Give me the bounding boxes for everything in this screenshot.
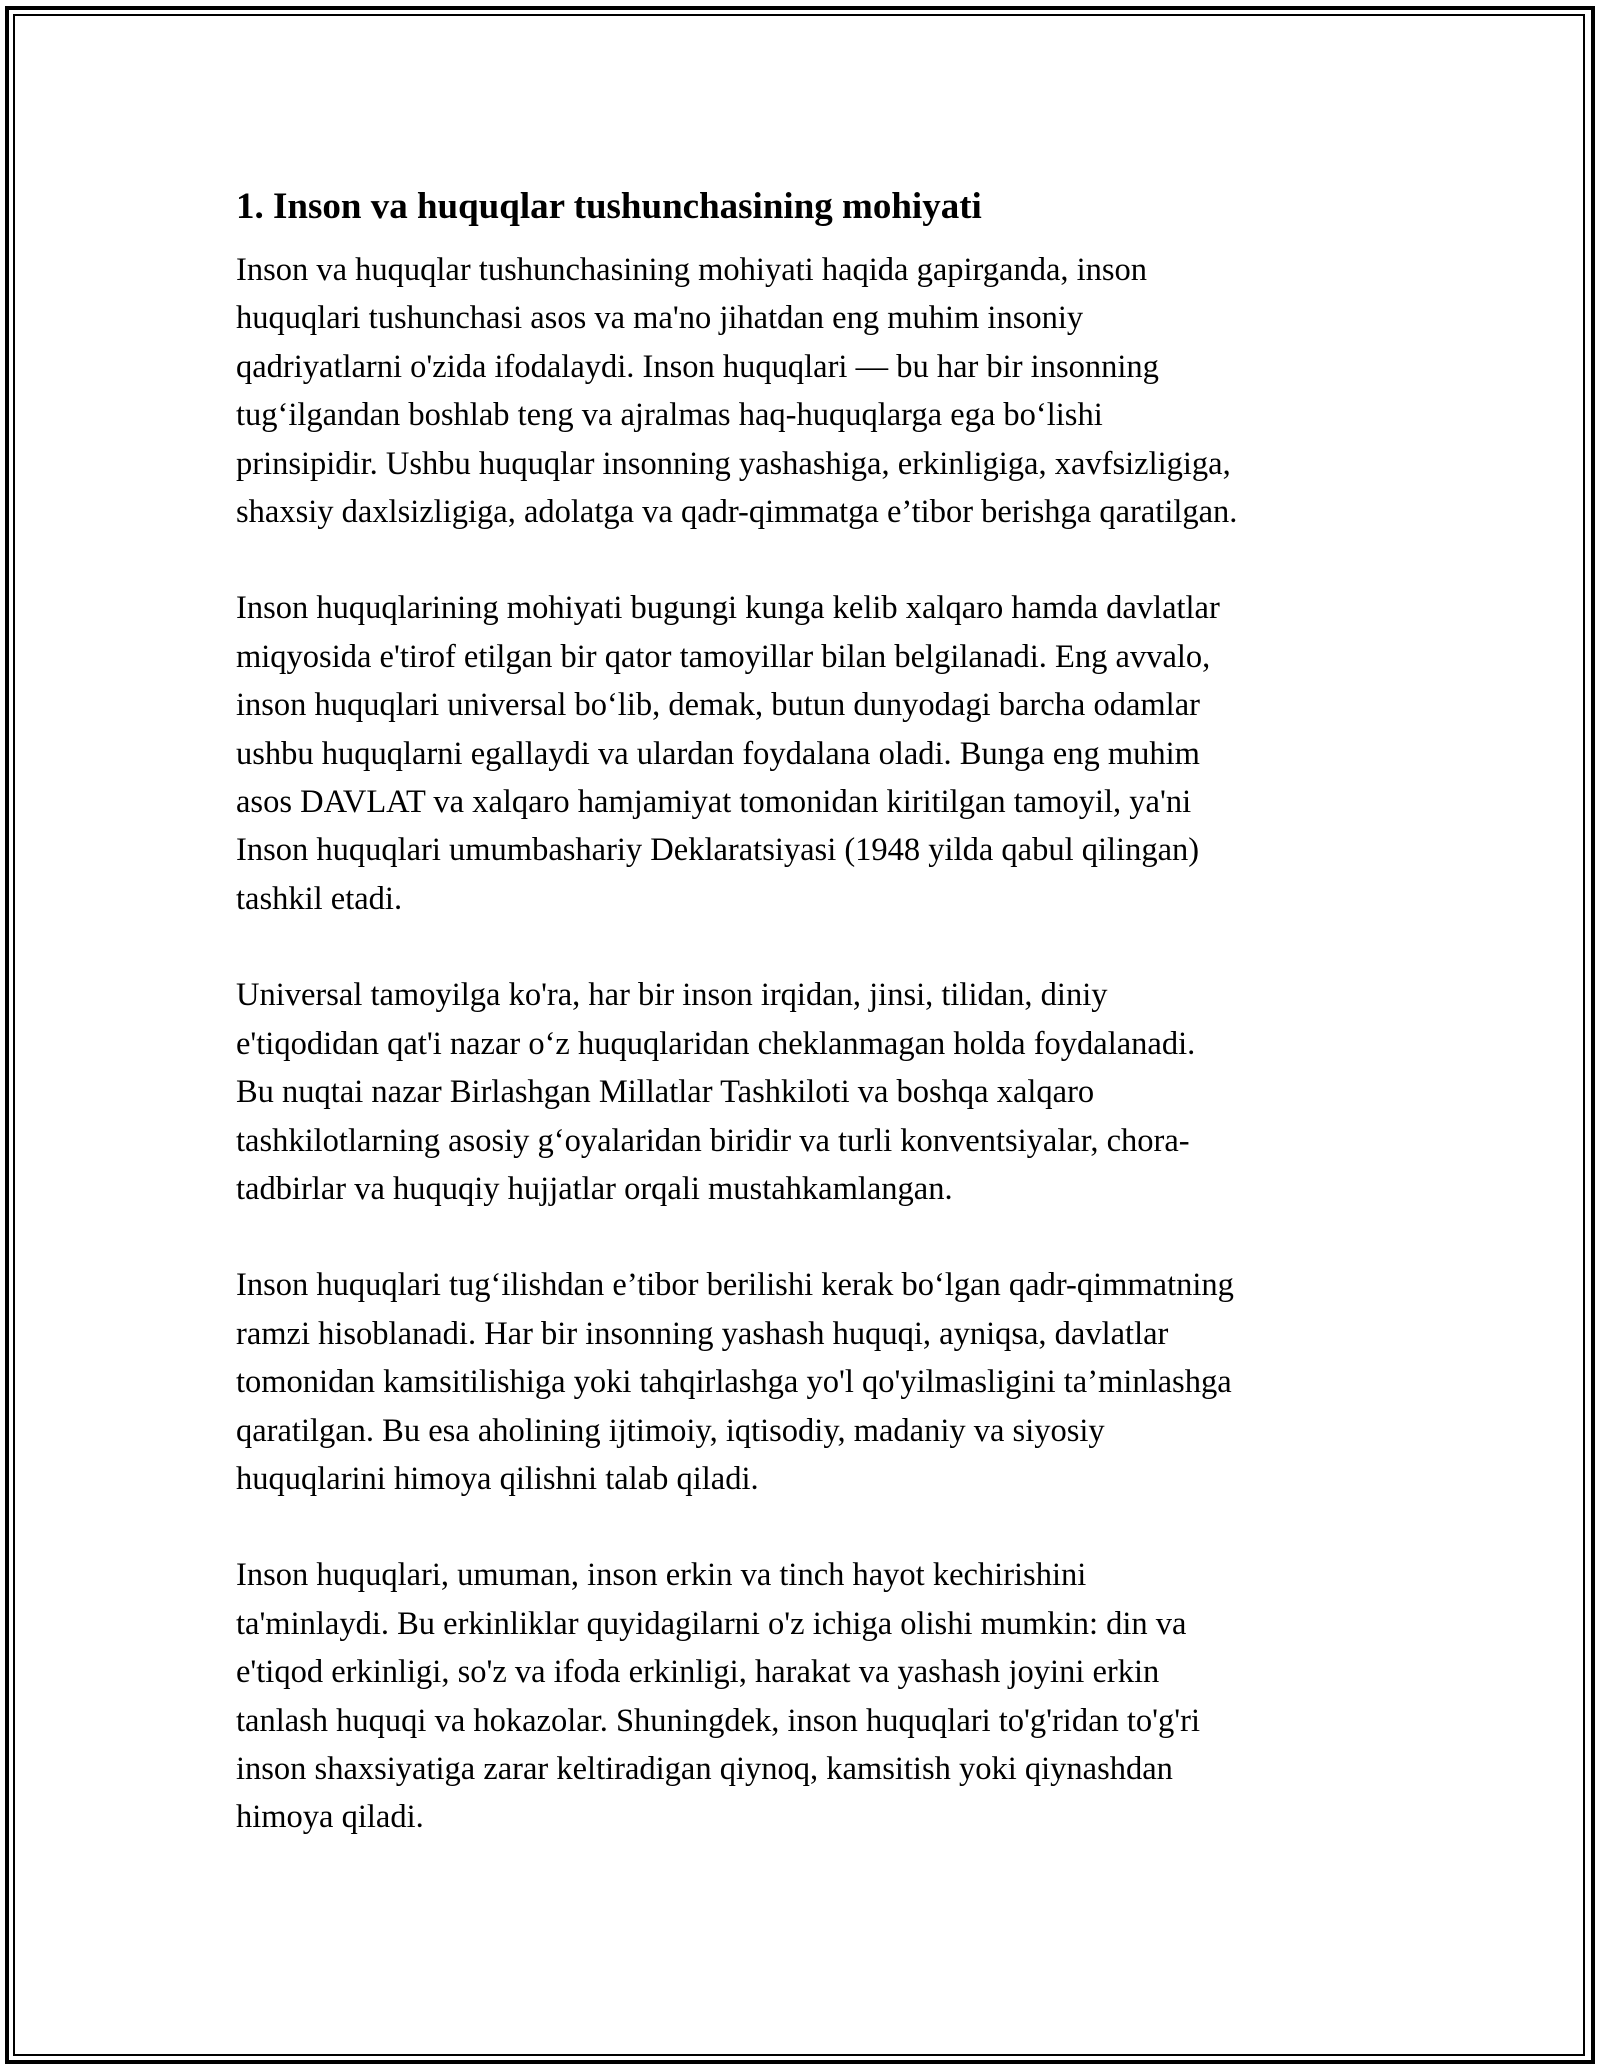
paragraph-line: inson shaxsiyatiga zarar keltiradigan qiynoq, kamsitish yoki qiynashdan <box>236 1750 1173 1787</box>
paragraph-line: huquqlari tushunchasi asos va ma'no jihatdan eng muhim insoniy <box>236 300 1084 337</box>
paragraph-line: Inson huquqlari, umuman, inson erkin va tinch hayot kechirishini <box>236 1557 1087 1594</box>
paragraph-line: tadbirlar va huquqiy hujjatlar orqali mustahkamlangan. <box>236 1170 953 1207</box>
paragraph-line: Inson huquqlarining mohiyati bugungi kunga kelib xalqaro hamda davlatlar <box>236 590 1220 627</box>
paragraph-line: prinsipidir. Ushbu huquqlar insonning yashashiga, erkinligiga, xavfsizligiga, <box>236 445 1231 482</box>
paragraph-line: Inson huquqlari tug‘ilishdan e’tibor berilishi kerak bo‘lgan qadr-qimmatning <box>236 1267 1234 1304</box>
paragraph-line: Universal tamoyilga ko'ra, har bir inson irqidan, jinsi, tilidan, diniy <box>236 977 1108 1014</box>
paragraph-line: qaratilgan. Bu esa aholining ijtimoiy, iqtisodiy, madaniy va siyosiy <box>236 1412 1105 1449</box>
paragraph-line: Inson va huquqlar tushunchasining mohiyati haqida gapirganda, inson <box>236 252 1148 288</box>
paragraph-line: shaxsiy daxlsizligiga, adolatga va qadr-qimmatga e’tibor berishga qaratilgan. <box>236 494 1238 531</box>
paragraph-2 <box>236 584 1396 923</box>
paragraph-line: tanlash huquqi va hokazolar. Shuningdek, inson huquqlari to'g'ridan to'g'ri <box>236 1702 1200 1739</box>
paragraph-line: tashkilotlarning asosiy g‘oyalaridan biridir va turli konventsiyalar, chora- <box>236 1122 1190 1159</box>
section-heading: 1. Inson va huquqlar tushunchasining mohiyati <box>236 186 982 227</box>
paragraph-4 <box>236 1261 1396 1503</box>
paragraph-line: tashkil etadi. <box>236 880 403 917</box>
paragraph-line: miqyosida e'tirof etilgan bir qator tamoyillar bilan belgilanadi. Eng avvalo, <box>236 638 1211 675</box>
document-body <box>236 184 1396 1890</box>
paragraph-line: ushbu huquqlarni egallaydi va ulardan foydalana oladi. Bunga eng muhim <box>236 735 1200 772</box>
paragraph-line: ta'minlaydi. Bu erkinliklar quyidagilarni o'z ichiga olishi mumkin: din va <box>236 1605 1187 1642</box>
paragraph-line: himoya qiladi. <box>236 1799 424 1836</box>
paragraph-line: inson huquqlari universal bo‘lib, demak, butun dunyodagi barcha odamlar <box>236 687 1200 724</box>
paragraph-line: e'tiqodidan qat'i nazar o‘z huquqlaridan cheklanmagan holda foydalanadi. <box>236 1025 1196 1062</box>
paragraph-5 <box>236 1551 1396 1841</box>
paragraph-line: Inson huquqlari umumbashariy Deklaratsiyasi (1948 yilda qabul qilingan) <box>236 832 1200 869</box>
paragraph-line: asos DAVLAT va xalqaro hamjamiyat tomonidan kiritilgan tamoyil, ya'ni <box>236 784 1192 821</box>
paragraph-line: qadriyatlarni o'zida ifodalaydi. Inson huquqlari — bu har bir insonning <box>236 348 1159 385</box>
paragraph-line: tomonidan kamsitilishiga yoki tahqirlashga yo'l qo'yilmasligini ta’minlashga <box>236 1364 1232 1401</box>
paragraph-line: huquqlarini himoya qilishni talab qiladi. <box>236 1460 759 1497</box>
paragraph-3 <box>236 971 1396 1213</box>
paragraph-1 <box>236 246 1396 536</box>
paragraph-line: ramzi hisoblanadi. Har bir insonning yashash huquqi, ayniqsa, davlatlar <box>236 1315 1169 1352</box>
paragraph-line: Bu nuqtai nazar Birlashgan Millatlar Tashkiloti va boshqa xalqaro <box>236 1074 1095 1111</box>
paragraph-line: tug‘ilgandan boshlab teng va ajralmas haq-huquqlarga ega bo‘lishi <box>236 397 1103 434</box>
paragraph-line: e'tiqod erkinligi, so'z va ifoda erkinligi, harakat va yashash joyini erkin <box>236 1654 1160 1691</box>
